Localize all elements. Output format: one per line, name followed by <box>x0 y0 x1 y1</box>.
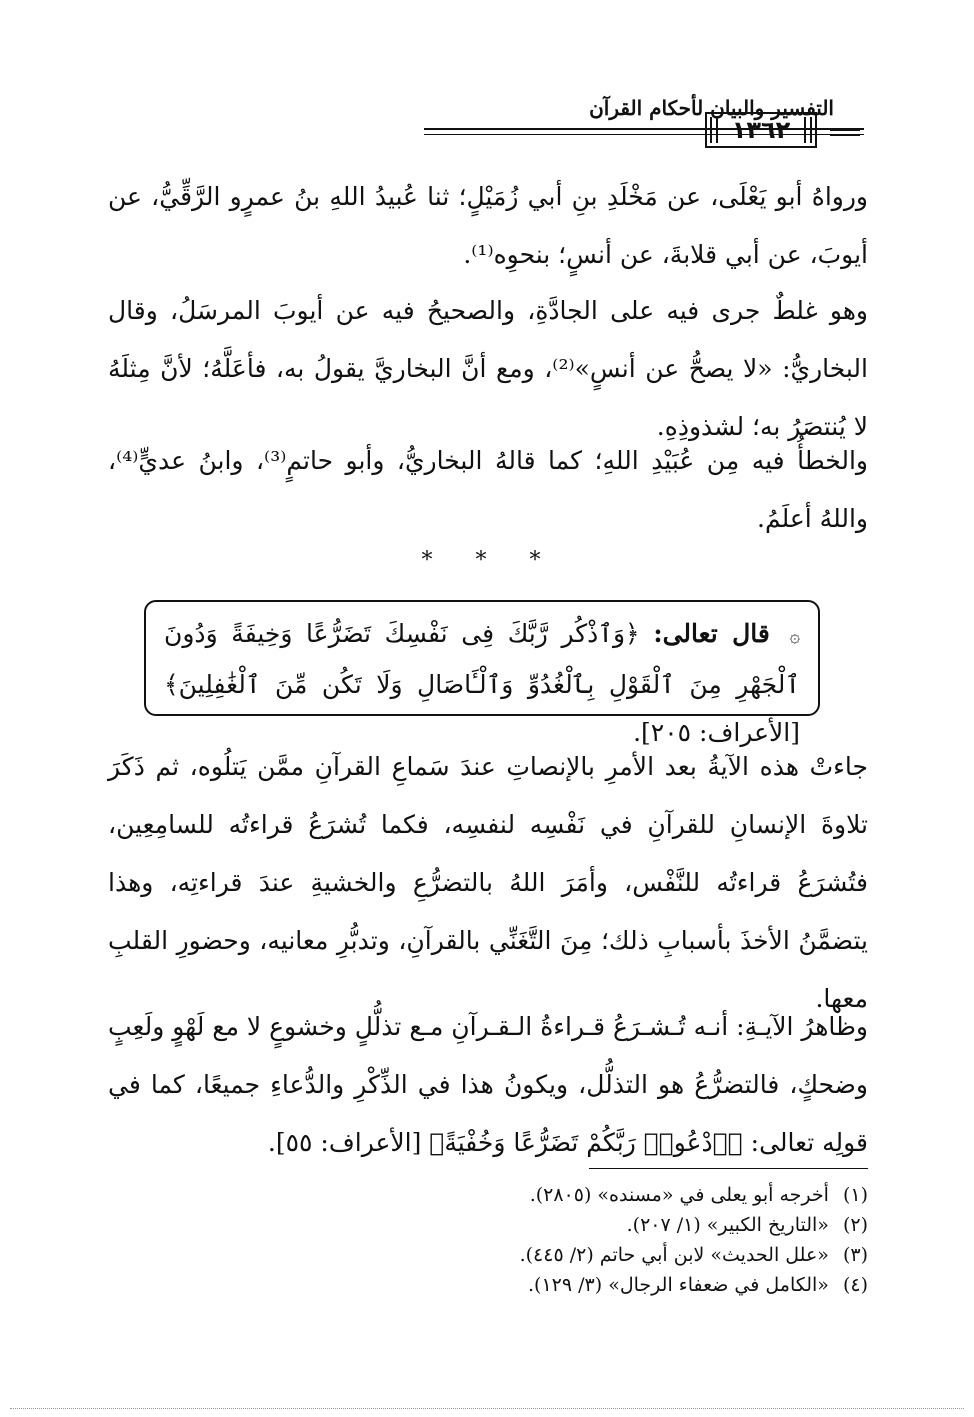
footnote-separator <box>589 1168 868 1169</box>
footnote-number: (٢) <box>842 1214 868 1236</box>
paragraph-text: وهو غلطٌ جرى فيه على الجادَّةِ، والصحيحُ فيه عن أيوبَ المرسَلُ، وقال البخاريُّ: «لا يصحُّ عن أنسٍ»⁽²⁾، ومع أنَّ البخاريَّ يقولُ به، فأعَلَّهُ؛ لأنَّ مِثلَهُ لا يُنتصَرُ به؛ لشذوذِهِ. <box>108 296 868 441</box>
paragraph-text: جاءتْ هذه الآيةُ بعد الأمرِ بالإنصاتِ عندَ سَماعِ القرآنِ ممَّن يَتلُوه، ثم ذَكَرَ تلاوةَ الإنسانِ للقرآنِ في نَفْسِه لنفسِه، فكما تُشرَعُ قراءتُه للسامِعِين، فتُشرَعُ قراءتُه للنَّفْس، وأمَرَ اللهُ بالتضرُّعِ والخشيةِ عندَ قراءتِه، وهذا يتضمَّنُ الأخذَ بأسبابِ ذلك؛ مِنَ التَّغَنِّي بالقرآنِ، وتدبُّرِ معانيه، وحضورِ القلبِ معها. <box>108 752 868 1013</box>
verse-text: ﴿وَٱذْكُر رَّبَّكَ فِى نَفْسِكَ تَضَرُّعًا وَخِيفَةً وَدُونَ ٱلْجَهْرِ مِنَ ٱلْقَوْلِ بِٱلْغُدُوِّ وَٱلْـَٔاصَالِ وَلَا تَكُن مِّنَ ٱلْغَٰفِلِينَ﴾ [الأعراف: ٢٠٥]. <box>164 619 800 747</box>
header-rule <box>830 135 860 136</box>
section-separator-stars: * * * <box>421 548 559 573</box>
paragraph-text: والخطأُ فيه مِن عُبَيْدِ اللهِ؛ كما قالهُ البخاريُّ، وأبو حاتمٍ⁽³⁾، وابنُ عديٍّ⁽⁴⁾، واللهُ أعلَمُ. <box>108 446 869 533</box>
paragraph-1 <box>108 168 868 284</box>
quran-verse-box <box>144 600 820 747</box>
footnote-number: (١) <box>842 1184 868 1206</box>
footnote-number: (٤) <box>842 1274 868 1296</box>
footnote-number: (٣) <box>842 1244 868 1266</box>
footnote-item <box>360 1240 868 1270</box>
footnote-item <box>360 1270 868 1300</box>
paragraph-4 <box>108 738 868 1028</box>
paragraph-text: وظاهرُ الآيـةِ: أنـه تُـشـرَعُ قـراءةُ الـقـرآنِ مـع تذلُّلٍ وخشوعٍ لا مع لَهْوٍ ولَعِبٍ وضحكٍ، فالتضرُّعُ هو التذلُّل، ويكونُ هذا في الذِّكْرِ والدُّعاءِ جميعًا، كما في قولِه تعالى: ﴿ٱدْعُوا۟ رَبَّكُمْ تَضَرُّعًا وَخُفْيَةً﴾ [الأعراف: ٥٥]. <box>108 1012 868 1157</box>
scan-edge-line <box>10 1408 964 1409</box>
footnote-item <box>360 1210 868 1240</box>
paragraph-text: ورواهُ أبو يَعْلَى، عن مَخْلَدِ بنِ أبي زُمَيْلٍ؛ ثنا عُبيدُ اللهِ بنُ عمرٍو الرَّقِّيُّ، عن أيوبَ، عن أبي قلابةَ، عن أنسٍ؛ بنحوِه⁽¹⁾. <box>108 182 868 269</box>
paragraph-2 <box>108 282 868 456</box>
footnote-text: «علل الحديث» لابن أبي حاتم (٢/ ٤٤٥). <box>519 1244 829 1266</box>
verse-lead: قال تعالى: <box>653 619 770 648</box>
running-header-title: التفسير والبيان لأحكام القرآن <box>589 96 834 120</box>
footnote-text: «التاريخ الكبير» (١/ ٢٠٧). <box>626 1214 829 1236</box>
footnotes <box>360 1180 868 1300</box>
paragraph-5 <box>108 998 868 1172</box>
paragraph-3 <box>108 432 868 548</box>
footnote-text: «الكامل في ضعفاء الرجال» (٣/ ١٢٩). <box>528 1274 829 1296</box>
header-rule <box>830 129 860 131</box>
page-number: ١٣٦٢ <box>705 112 817 148</box>
footnote-text: أخرجه أبو يعلى في «مسنده» (٢٨٠٥). <box>529 1184 829 1206</box>
footnote-item <box>360 1180 868 1210</box>
verse-marker-icon: ۞ <box>789 626 801 647</box>
